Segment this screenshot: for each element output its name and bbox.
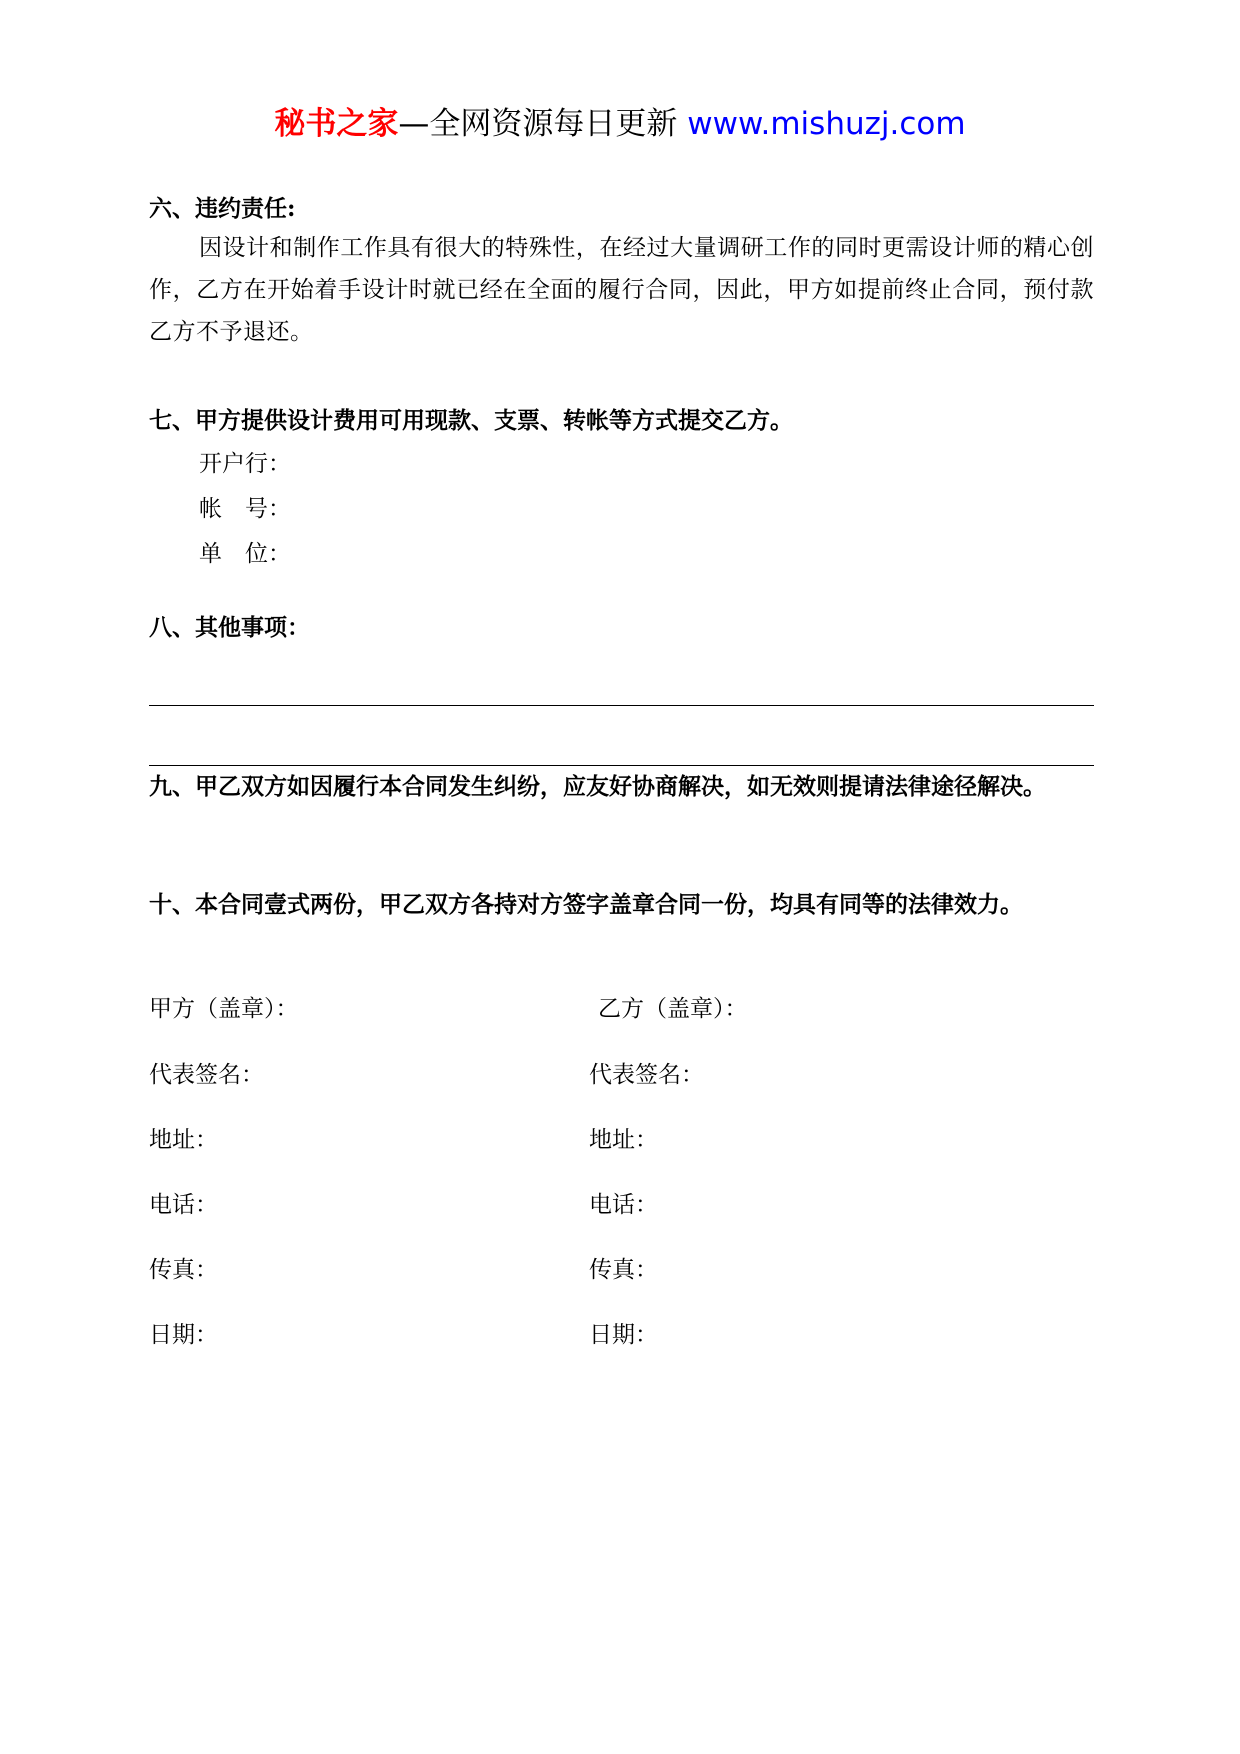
section6-body: 因设计和制作工作具有很大的特殊性，在经过大量调研工作的同时更需设计师的精心创作，乙方在开始着手设计时就已经在全面的履行合同，因此，甲方如提前终止合同，预付款乙方不予退还。: [149, 235, 1094, 345]
party-b-phone: 电话：: [589, 1192, 658, 1218]
site-header: [0, 102, 1240, 146]
party-b-rep: 代表签名：: [589, 1062, 704, 1088]
section6-heading: 六、违约责任:: [149, 195, 296, 222]
party-a-date: 日期：: [149, 1322, 218, 1348]
site-brand: 秘书之家: [274, 106, 399, 142]
section8-heading: 八、其他事项：: [149, 614, 310, 641]
account-field-label: 帐 号：: [199, 496, 291, 522]
blank-line-1: [149, 705, 1094, 706]
party-b-title: 乙方（盖章）：: [598, 996, 748, 1022]
party-a-address: 地址：: [149, 1127, 218, 1153]
section7-heading: 七、甲方提供设计费用可用现款、支票、转帐等方式提交乙方。: [149, 407, 793, 434]
party-a-phone: 电话：: [149, 1192, 218, 1218]
party-a-fax: 传真：: [149, 1257, 218, 1283]
party-b-address: 地址：: [589, 1127, 658, 1153]
party-b-date: 日期：: [589, 1322, 658, 1348]
party-a-title: 甲方（盖章）：: [149, 996, 299, 1022]
party-b-fax: 传真：: [589, 1257, 658, 1283]
unit-field-label: 单 位：: [199, 541, 291, 567]
section10-text: 十、本合同壹式两份，甲乙双方各持对方签字盖章合同一份，均具有同等的法律效力。: [149, 891, 1023, 918]
bank-field-label: 开户行：: [199, 451, 291, 477]
site-url-link[interactable]: www.mishuzj.com: [687, 106, 966, 142]
site-tagline: —全网资源每日更新: [398, 106, 688, 142]
party-a-rep: 代表签名：: [149, 1062, 264, 1088]
section9-text: 九、甲乙双方如因履行本合同发生纠纷，应友好协商解决，如无效则提请法律途径解决。: [149, 773, 1046, 800]
